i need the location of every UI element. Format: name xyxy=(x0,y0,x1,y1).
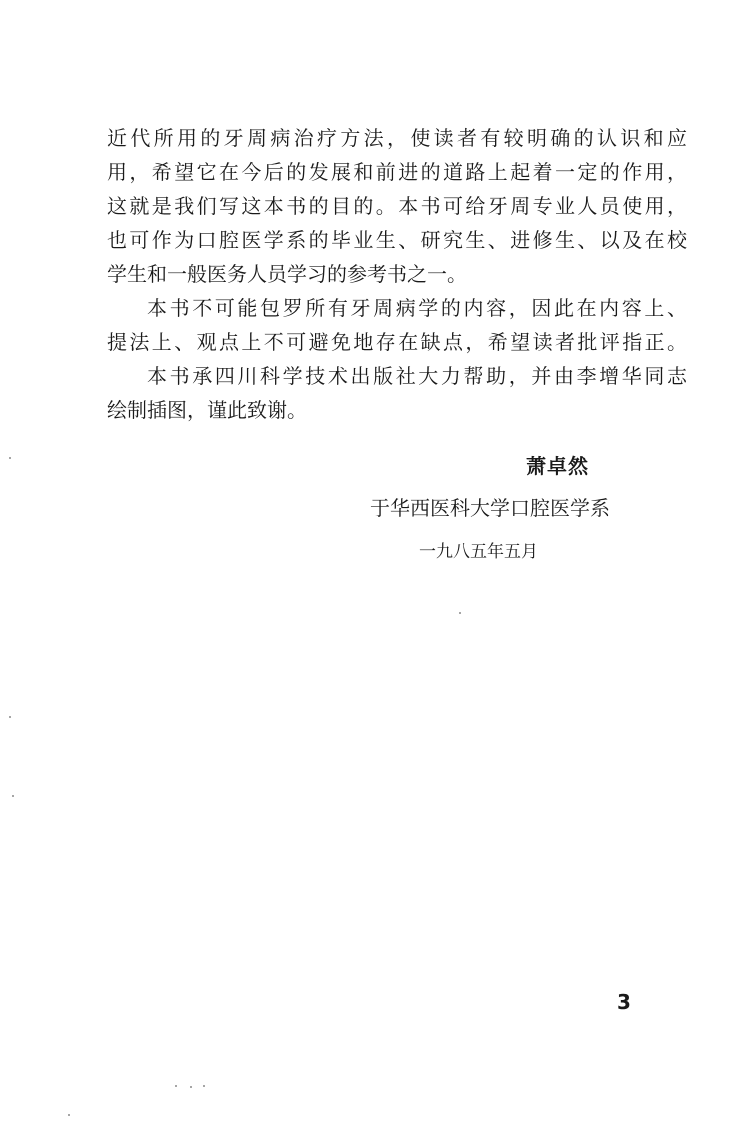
scan-speck xyxy=(9,716,11,718)
preface-body xyxy=(107,121,687,427)
scan-speck xyxy=(68,1114,70,1116)
scan-speck xyxy=(12,795,14,797)
text-line: 绘制插图，谨此致谢。 xyxy=(107,398,307,422)
scan-speck xyxy=(175,1085,177,1087)
text-line: 也可作为口腔医学系的毕业生、研究生、进修生、以及在校 xyxy=(107,228,687,252)
signature-date: 一九八五年五月 xyxy=(419,542,538,562)
text-line: 这就是我们写这本书的目的。本书可给牙周专业人员使用， xyxy=(107,194,687,218)
scan-speck xyxy=(459,612,461,614)
scan-speck xyxy=(9,457,11,459)
page-number: 3 xyxy=(617,990,631,1014)
text-line: 用，希望它在今后的发展和前进的道路上起着一定的作用， xyxy=(107,160,687,184)
scan-speck xyxy=(203,1085,205,1087)
text-line: 本书承四川科学技术出版社大力帮助，并由李增华同志 xyxy=(147,364,687,388)
author-signature: 萧卓然 xyxy=(526,454,589,478)
scan-speck xyxy=(190,1086,192,1088)
text-line: 本书不可能包罗所有牙周病学的内容，因此在内容上、 xyxy=(147,296,687,320)
text-line: 近代所用的牙周病治疗方法，使读者有较明确的认识和应 xyxy=(107,126,687,150)
author-affiliation: 于华西医科大学口腔医学系 xyxy=(370,496,610,520)
text-line: 提法上、观点上不可避免地存在缺点，希望读者批评指正。 xyxy=(107,330,687,354)
text-line: 学生和一般医务人员学习的参考书之一。 xyxy=(107,262,467,286)
